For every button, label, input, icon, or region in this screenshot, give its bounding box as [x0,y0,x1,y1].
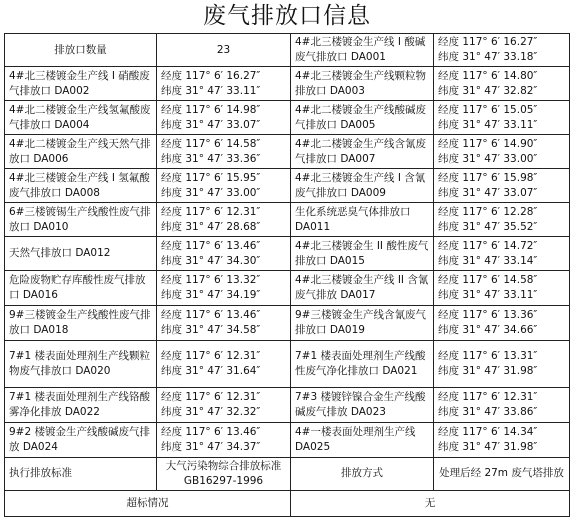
outlet-coordinates: 经度 117° 6′ 14.98″ 纬度 31° 47′ 33.07″ [157,101,291,135]
page-title: 废气排放口信息 [203,3,371,29]
method-label: 排放方式 [291,457,434,490]
exceed-label: 超标情况 [5,490,291,516]
table-row [5,34,570,67]
table-row [5,203,570,237]
table-row [5,457,570,490]
outlet-coordinates: 经度 117° 6′ 14.90″ 纬度 31° 47′ 33.00″ [434,135,570,169]
outlet-name: 4#北三楼镀金生产线 I 氢氟酸废气排放口 DA008 [5,169,157,203]
table-row [5,490,570,516]
table-row [5,101,570,135]
outlet-coordinates: 经度 117° 6′ 14.72″ 纬度 31° 47′ 33.14″ [434,237,570,271]
outlet-name: 生化系统恶臭气体排放口 DA011 [291,203,434,237]
table-row [5,422,570,457]
outlet-coordinates: 经度 117° 6′ 15.95″ 纬度 31° 47′ 33.00″ [157,169,291,203]
standard-label: 执行排放标准 [5,457,157,490]
emission-outlet-table [4,33,570,517]
outlet-coordinates: 经度 117° 6′ 14.34″ 纬度 31° 47′ 31.98″ [434,422,570,457]
table-row [5,169,570,203]
outlet-name: 4#北二楼镀金生产线氢氟酸废气排放口 DA004 [5,101,157,135]
outlet-name: 9#三楼镀金生产线含氰废气排放口 DA019 [291,305,434,340]
outlet-coordinates: 经度 117° 6′ 12.31″ 纬度 31° 47′ 31.64″ [157,340,291,387]
table-row [5,237,570,271]
outlet-coordinates: 经度 117° 6′ 12.31″ 纬度 31° 47′ 32.32″ [157,387,291,422]
table-row [5,135,570,169]
outlet-coordinates: 经度 117° 6′ 15.05″ 纬度 31° 47′ 33.11″ [434,101,570,135]
outlet-name: 4#北三楼镀金生产线颗粒物排放口 DA003 [291,67,434,101]
outlet-coordinates: 经度 117° 6′ 12.31″ 纬度 31° 47′ 33.86″ [434,387,570,422]
outlet-count-label: 排放口数量 [5,34,157,67]
table-row [5,340,570,387]
exceed-value: 无 [291,490,570,516]
method-value: 处理后经 27m 废气塔排放 [434,457,570,490]
outlet-coordinates: 经度 117° 6′ 14.80″ 纬度 31° 47′ 32.82″ [434,67,570,101]
outlet-name: 9#2 楼镀金生产线酸碱废气排放 DA024 [5,422,157,457]
outlet-name: 7#1 楼表面处理剂生产线铬酸雾净化排放 DA022 [5,387,157,422]
table-row [5,305,570,340]
outlet-coordinates: 经度 117° 6′ 13.32″ 纬度 31° 47′ 34.19″ [157,271,291,305]
table-row [5,271,570,305]
outlet-coordinates: 经度 117° 6′ 13.46″ 纬度 31° 47′ 34.30″ [157,237,291,271]
outlet-coordinates: 经度 117° 6′ 14.58″ 纬度 31° 47′ 33.11″ [434,271,570,305]
outlet-coordinates: 经度 117° 6′ 14.58″ 纬度 31° 47′ 33.36″ [157,135,291,169]
outlet-name: 4#北二楼镀金生产线酸碱废气排放口 DA005 [291,101,434,135]
outlet-coordinates: 经度 117° 6′ 12.28″ 纬度 31° 47′ 35.52″ [434,203,570,237]
outlet-name: 7#1 楼表面处理剂生产线颗粒物废气排放口 DA020 [5,340,157,387]
table-row [5,67,570,101]
outlet-name: 4#北三楼镀金生产线 I 含氰废气排放口 DA009 [291,169,434,203]
outlet-count-value: 23 [157,34,291,67]
outlet-coordinates: 经度 117° 6′ 16.27″ 纬度 31° 47′ 33.11″ [157,67,291,101]
outlet-name: 9#三楼镀金生产线酸性废气排放口 DA018 [5,305,157,340]
outlet-name: 4#北三楼镀金生产线 I 硝酸废气排放口 DA002 [5,67,157,101]
outlet-name: 7#1 楼表面处理剂生产线酸性废气净化排放口 DA021 [291,340,434,387]
outlet-name: 4#一楼表面处理剂生产线 DA025 [291,422,434,457]
outlet-name: 4#北二楼镀金生产线天然气排放口 DA006 [5,135,157,169]
outlet-coordinates: 经度 117° 6′ 13.46″ 纬度 31° 47′ 34.58″ [157,305,291,340]
outlet-coordinates: 经度 117° 6′ 13.46″ 纬度 31° 47′ 34.37″ [157,422,291,457]
outlet-name: 6#三楼镀锡生产线酸性废气排放口 DA010 [5,203,157,237]
outlet-name: 4#北三楼镀金生产线 I 酸碱废气排放口 DA001 [291,34,434,67]
outlet-coordinates: 经度 117° 6′ 13.36″ 纬度 31° 47′ 34.66″ [434,305,570,340]
table-row [5,387,570,422]
outlet-name: 4#北三楼镀金生 II 酸性废气排放口 DA015 [291,237,434,271]
outlet-name: 7#3 楼镀锌镍合金生产线酸碱废气排放 DA023 [291,387,434,422]
outlet-coordinates: 经度 117° 6′ 12.31″ 纬度 31° 47′ 28.68″ [157,203,291,237]
outlet-name: 4#北三楼镀金生产线 II 含氰废气排放 DA017 [291,271,434,305]
outlet-name: 天然气排放口 DA012 [5,237,157,271]
outlet-coordinates: 经度 117° 6′ 16.27″ 纬度 31° 47′ 33.18″ [434,34,570,67]
outlet-name: 危险废物贮存库酸性废气排放口 DA016 [5,271,157,305]
outlet-coordinates: 经度 117° 6′ 15.98″ 纬度 31° 47′ 33.07″ [434,169,570,203]
outlet-coordinates: 经度 117° 6′ 13.31″ 纬度 31° 47′ 31.98″ [434,340,570,387]
standard-value: 大气污染物综合排放标准 GB16297-1996 [157,457,291,490]
outlet-name: 4#北二楼镀金生产线含氰废气排放口 DA007 [291,135,434,169]
